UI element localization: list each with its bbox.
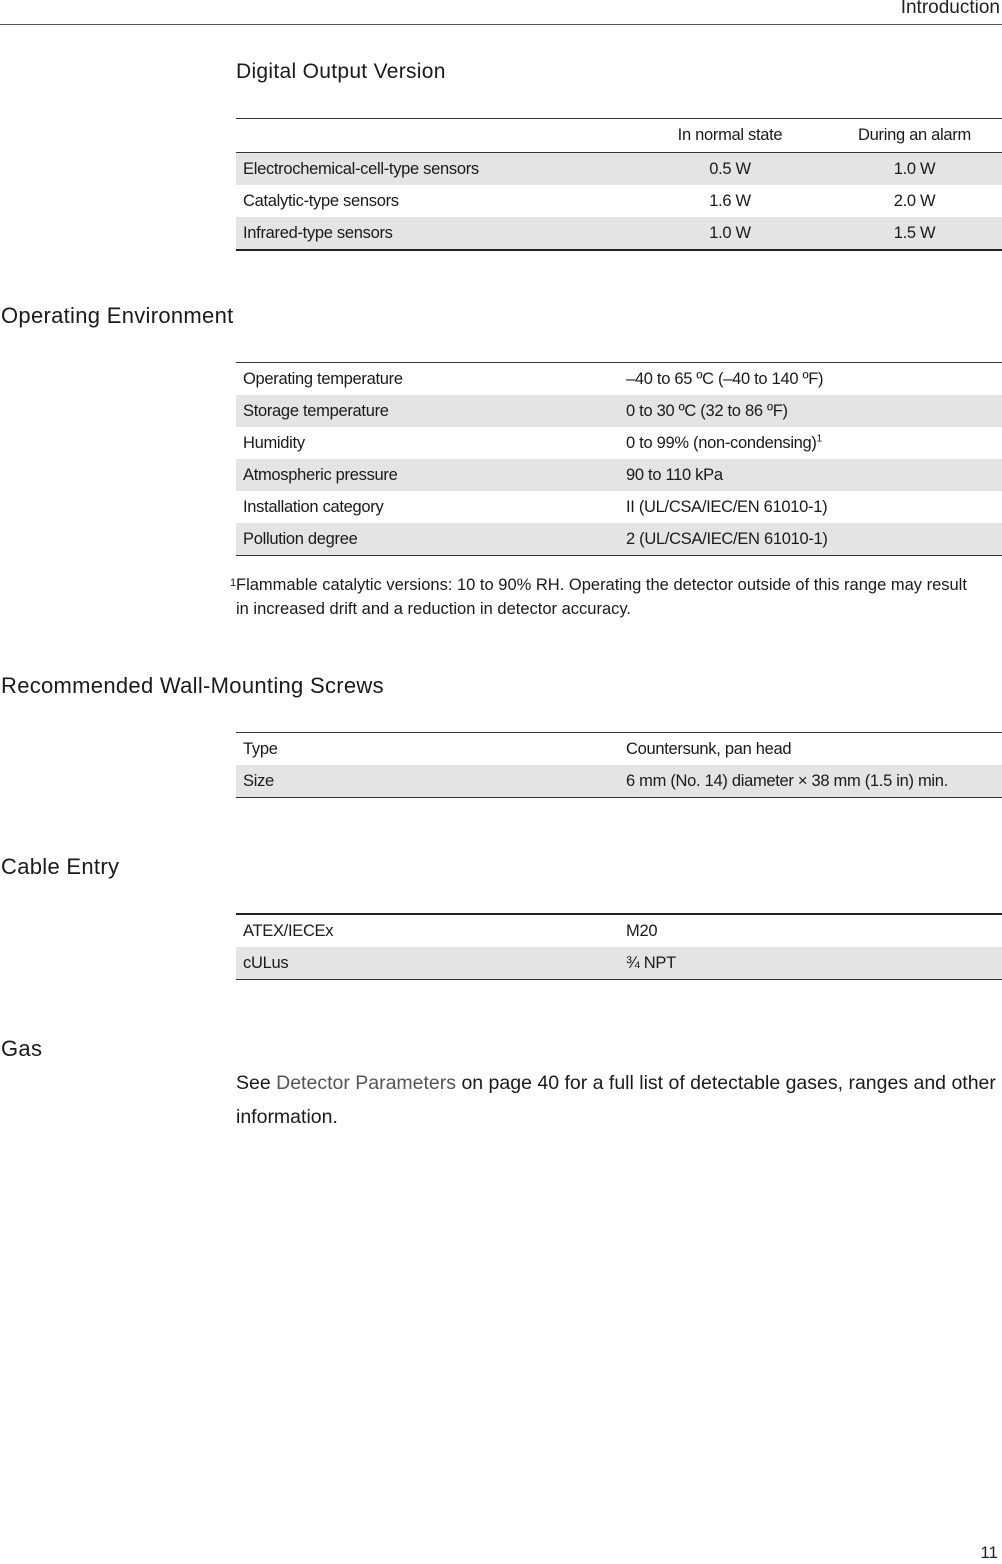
row-label: Installation category (243, 497, 384, 516)
row-label: Infrared-type sensors (236, 217, 633, 250)
table-row (236, 733, 1002, 766)
table-row (236, 395, 1002, 427)
row-value: ¾ NPT (619, 947, 1002, 980)
alarm-value: 1.5 W (827, 217, 1002, 250)
footnote-reference: 1 (816, 433, 822, 444)
row-value: 2 (UL/CSA/IEC/EN 61010-1) (619, 523, 1002, 556)
row-value: M20 (626, 921, 658, 940)
row-label: Operating temperature (243, 369, 403, 388)
table-row (236, 217, 1002, 250)
row-label: cULus (236, 947, 619, 980)
row-value: Countersunk, pan head (626, 739, 792, 758)
wall-screws-table (236, 732, 1002, 798)
table-row (236, 459, 1002, 491)
column-header (236, 119, 633, 153)
humidity-footnote (230, 573, 976, 621)
footnote-mark: 1 (230, 577, 237, 589)
row-label: Atmospheric pressure (236, 459, 619, 491)
row-label: Catalytic-type sensors (243, 191, 399, 210)
table-header-row (236, 119, 1002, 153)
table-row (236, 914, 1002, 947)
row-value: 0 to 30 ºC (32 to 86 ºF) (619, 395, 1002, 427)
normal-value: 1.6 W (709, 191, 751, 210)
table-row (236, 185, 1002, 217)
alarm-value: 1.0 W (827, 153, 1002, 186)
row-value: 6 mm (No. 14) diameter × 38 mm (1.5 in) min. (619, 765, 1002, 798)
operating-environment-heading: Operating Environment (1, 303, 234, 328)
detector-parameters-link[interactable]: Detector Parameters (276, 1072, 457, 1094)
table-row (236, 947, 1002, 980)
normal-value: 1.0 W (633, 217, 827, 250)
footnote-text: Flammable catalytic versions: 10 to 90% RH. Operating the detector outside of this range may result in increased drift and a reduction in detector accuracy. (236, 576, 967, 618)
row-value: II (UL/CSA/IEC/EN 61010-1) (626, 497, 828, 516)
alarm-value: 2.0 W (893, 191, 936, 210)
row-label: ATEX/IECEx (243, 921, 334, 940)
humidity-value: 0 to 99% (non-condensing) (626, 433, 817, 452)
table-row (236, 491, 1002, 523)
table-row (236, 363, 1002, 396)
row-label: Humidity (243, 433, 305, 452)
row-label: Pollution degree (236, 523, 619, 556)
wall-screws-heading: Recommended Wall-Mounting Screws (1, 673, 384, 698)
gas-text-after: on page 40 for a full list of detectable gases, ranges and other information. (236, 1072, 996, 1128)
running-head: Introduction (900, 0, 1000, 18)
table-row (236, 523, 1002, 556)
row-value: 90 to 110 kPa (619, 459, 1002, 491)
row-label: Electrochemical-cell-type sensors (236, 153, 633, 186)
header-rule (0, 24, 1002, 25)
row-label: Storage temperature (236, 395, 619, 427)
column-header-normal: In normal state (633, 119, 827, 153)
row-value (619, 427, 1002, 459)
cable-entry-heading: Cable Entry (1, 854, 120, 879)
gas-heading: Gas (1, 1036, 43, 1061)
table-row (236, 765, 1002, 798)
row-label: Type (243, 739, 278, 758)
power-consumption-table (236, 118, 1002, 251)
gas-text-before: See (236, 1072, 277, 1094)
normal-value: 0.5 W (633, 153, 827, 186)
row-label: Size (236, 765, 619, 798)
page-number: 11 (980, 1543, 998, 1562)
digital-output-heading: Digital Output Version (236, 60, 446, 83)
table-row (236, 153, 1002, 186)
gas-paragraph (236, 1066, 996, 1134)
row-value: –40 to 65 ºC (–40 to 140 ºF) (626, 369, 824, 388)
table-row (236, 427, 1002, 459)
column-header-alarm: During an alarm (827, 119, 1002, 153)
cable-entry-table (236, 913, 1002, 980)
operating-environment-table (236, 362, 1002, 556)
